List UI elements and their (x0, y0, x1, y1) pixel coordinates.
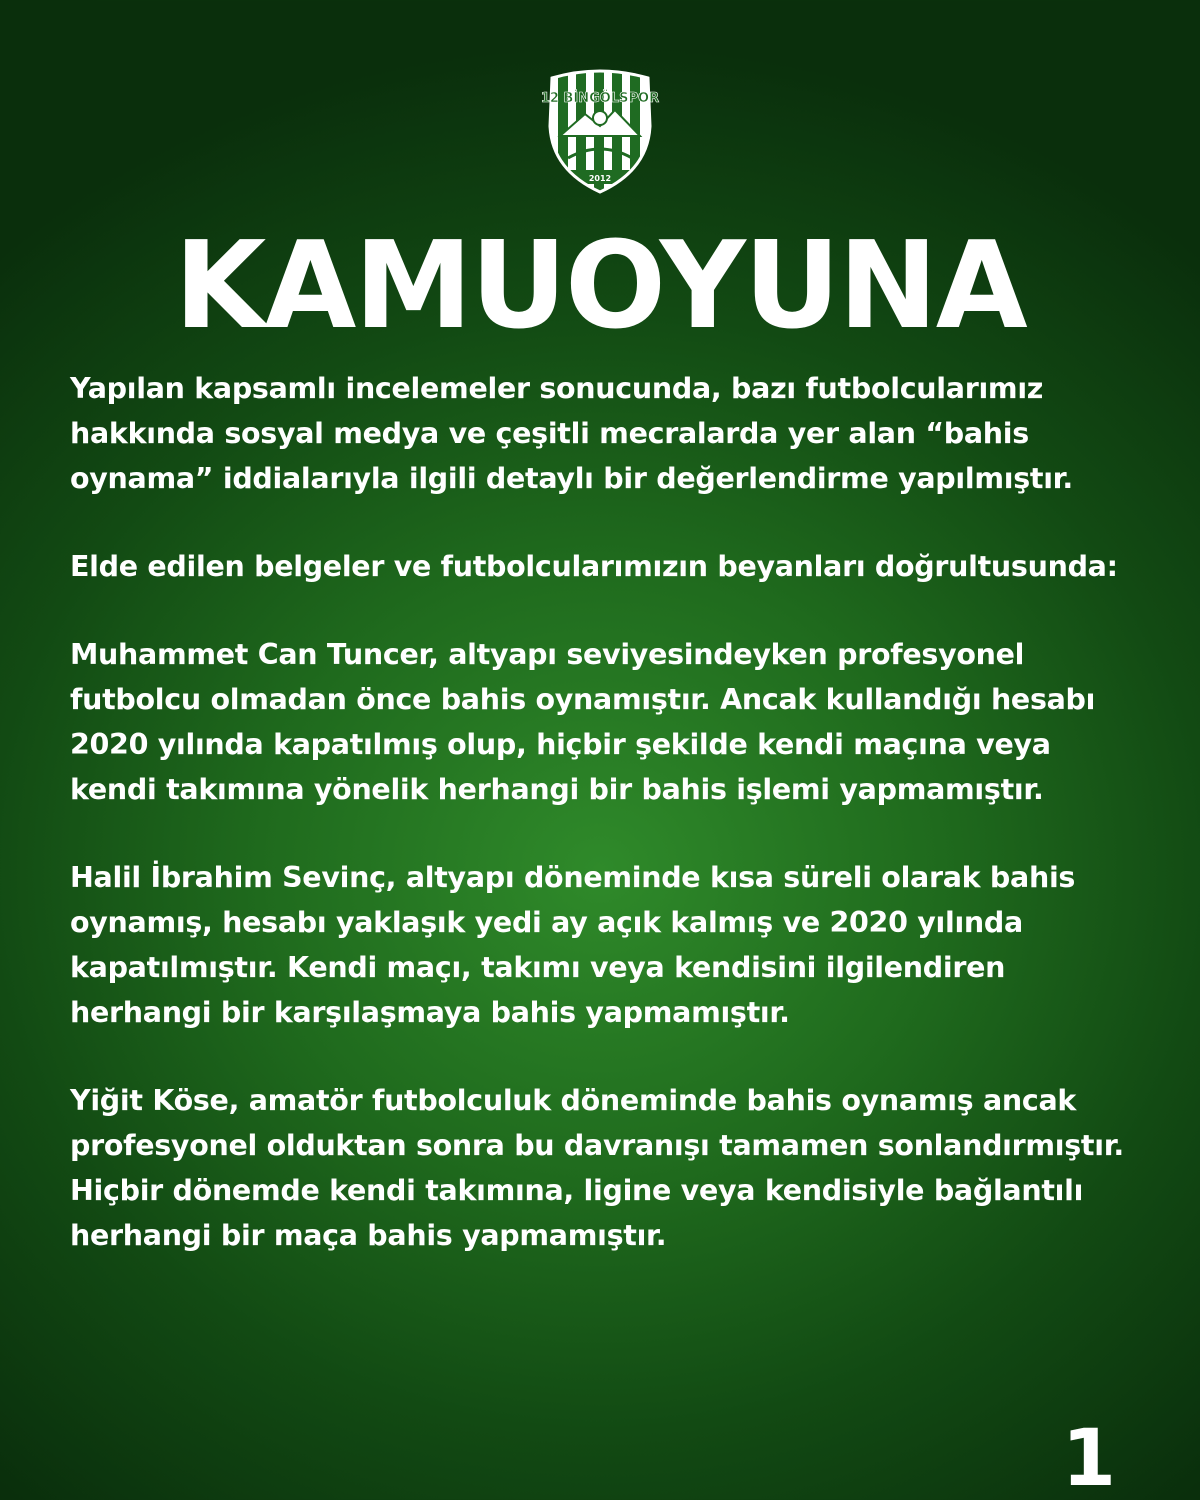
statement-body (70, 366, 1130, 1301)
page-title: KAMUOYUNA (174, 217, 1026, 356)
paragraph-evidence: Elde edilen belgeler ve futbolcularımızın beyanları doğrultusunda: (70, 550, 1118, 583)
page-number: 1 (1061, 1414, 1116, 1500)
paragraph-player-kose: Yiğit Köse, amatör futbolculuk döneminde bahis oynamış ancak profesyonel olduktan sonra bu davranışı tamamen sonlandırmıştır. Hiçbir dönemde kendi takımına, ligine veya kendisiyle bağlantılı herhangi bir maça bahis yapmamıştır. (70, 1084, 1124, 1252)
paragraph-player-sevinc: Halil İbrahim Sevinç, altyapı döneminde kısa süreli olarak bahis oynamış, hesabı yaklaşık yedi ay açık kalmış ve 2020 yılında kapatılmıştır. Kendi maçı, takımı veya kendisini ilgilendiren herhangi bir karşılaşmaya bahis yapmamıştır. (70, 861, 1076, 1029)
paragraph-player-tuncer: Muhammet Can Tuncer, altyapı seviyesindeyken profesyonel futbolcu olmadan önce bahis oynamıştır. Ancak kullandığı hesabı 2020 yılında kapatılmış olup, hiçbir şekilde kendi maçına veya kendi takımına yönelik herhangi bir bahis işlemi yapmamıştır. (70, 638, 1096, 806)
crest-year: 2012 (588, 174, 612, 183)
club-crest-logo (540, 66, 660, 196)
paragraph-intro: Yapılan kapsamlı incelemeler sonucunda, bazı futbolcularımız hakkında sosyal medya ve çeşitli mecralarda yer alan “bahis oynama” iddialarıyla ilgili detaylı bir değerlendirme yapılmıştır. (70, 372, 1073, 495)
crest-club-name: 12 BİNGÖLSPOR (540, 91, 660, 106)
